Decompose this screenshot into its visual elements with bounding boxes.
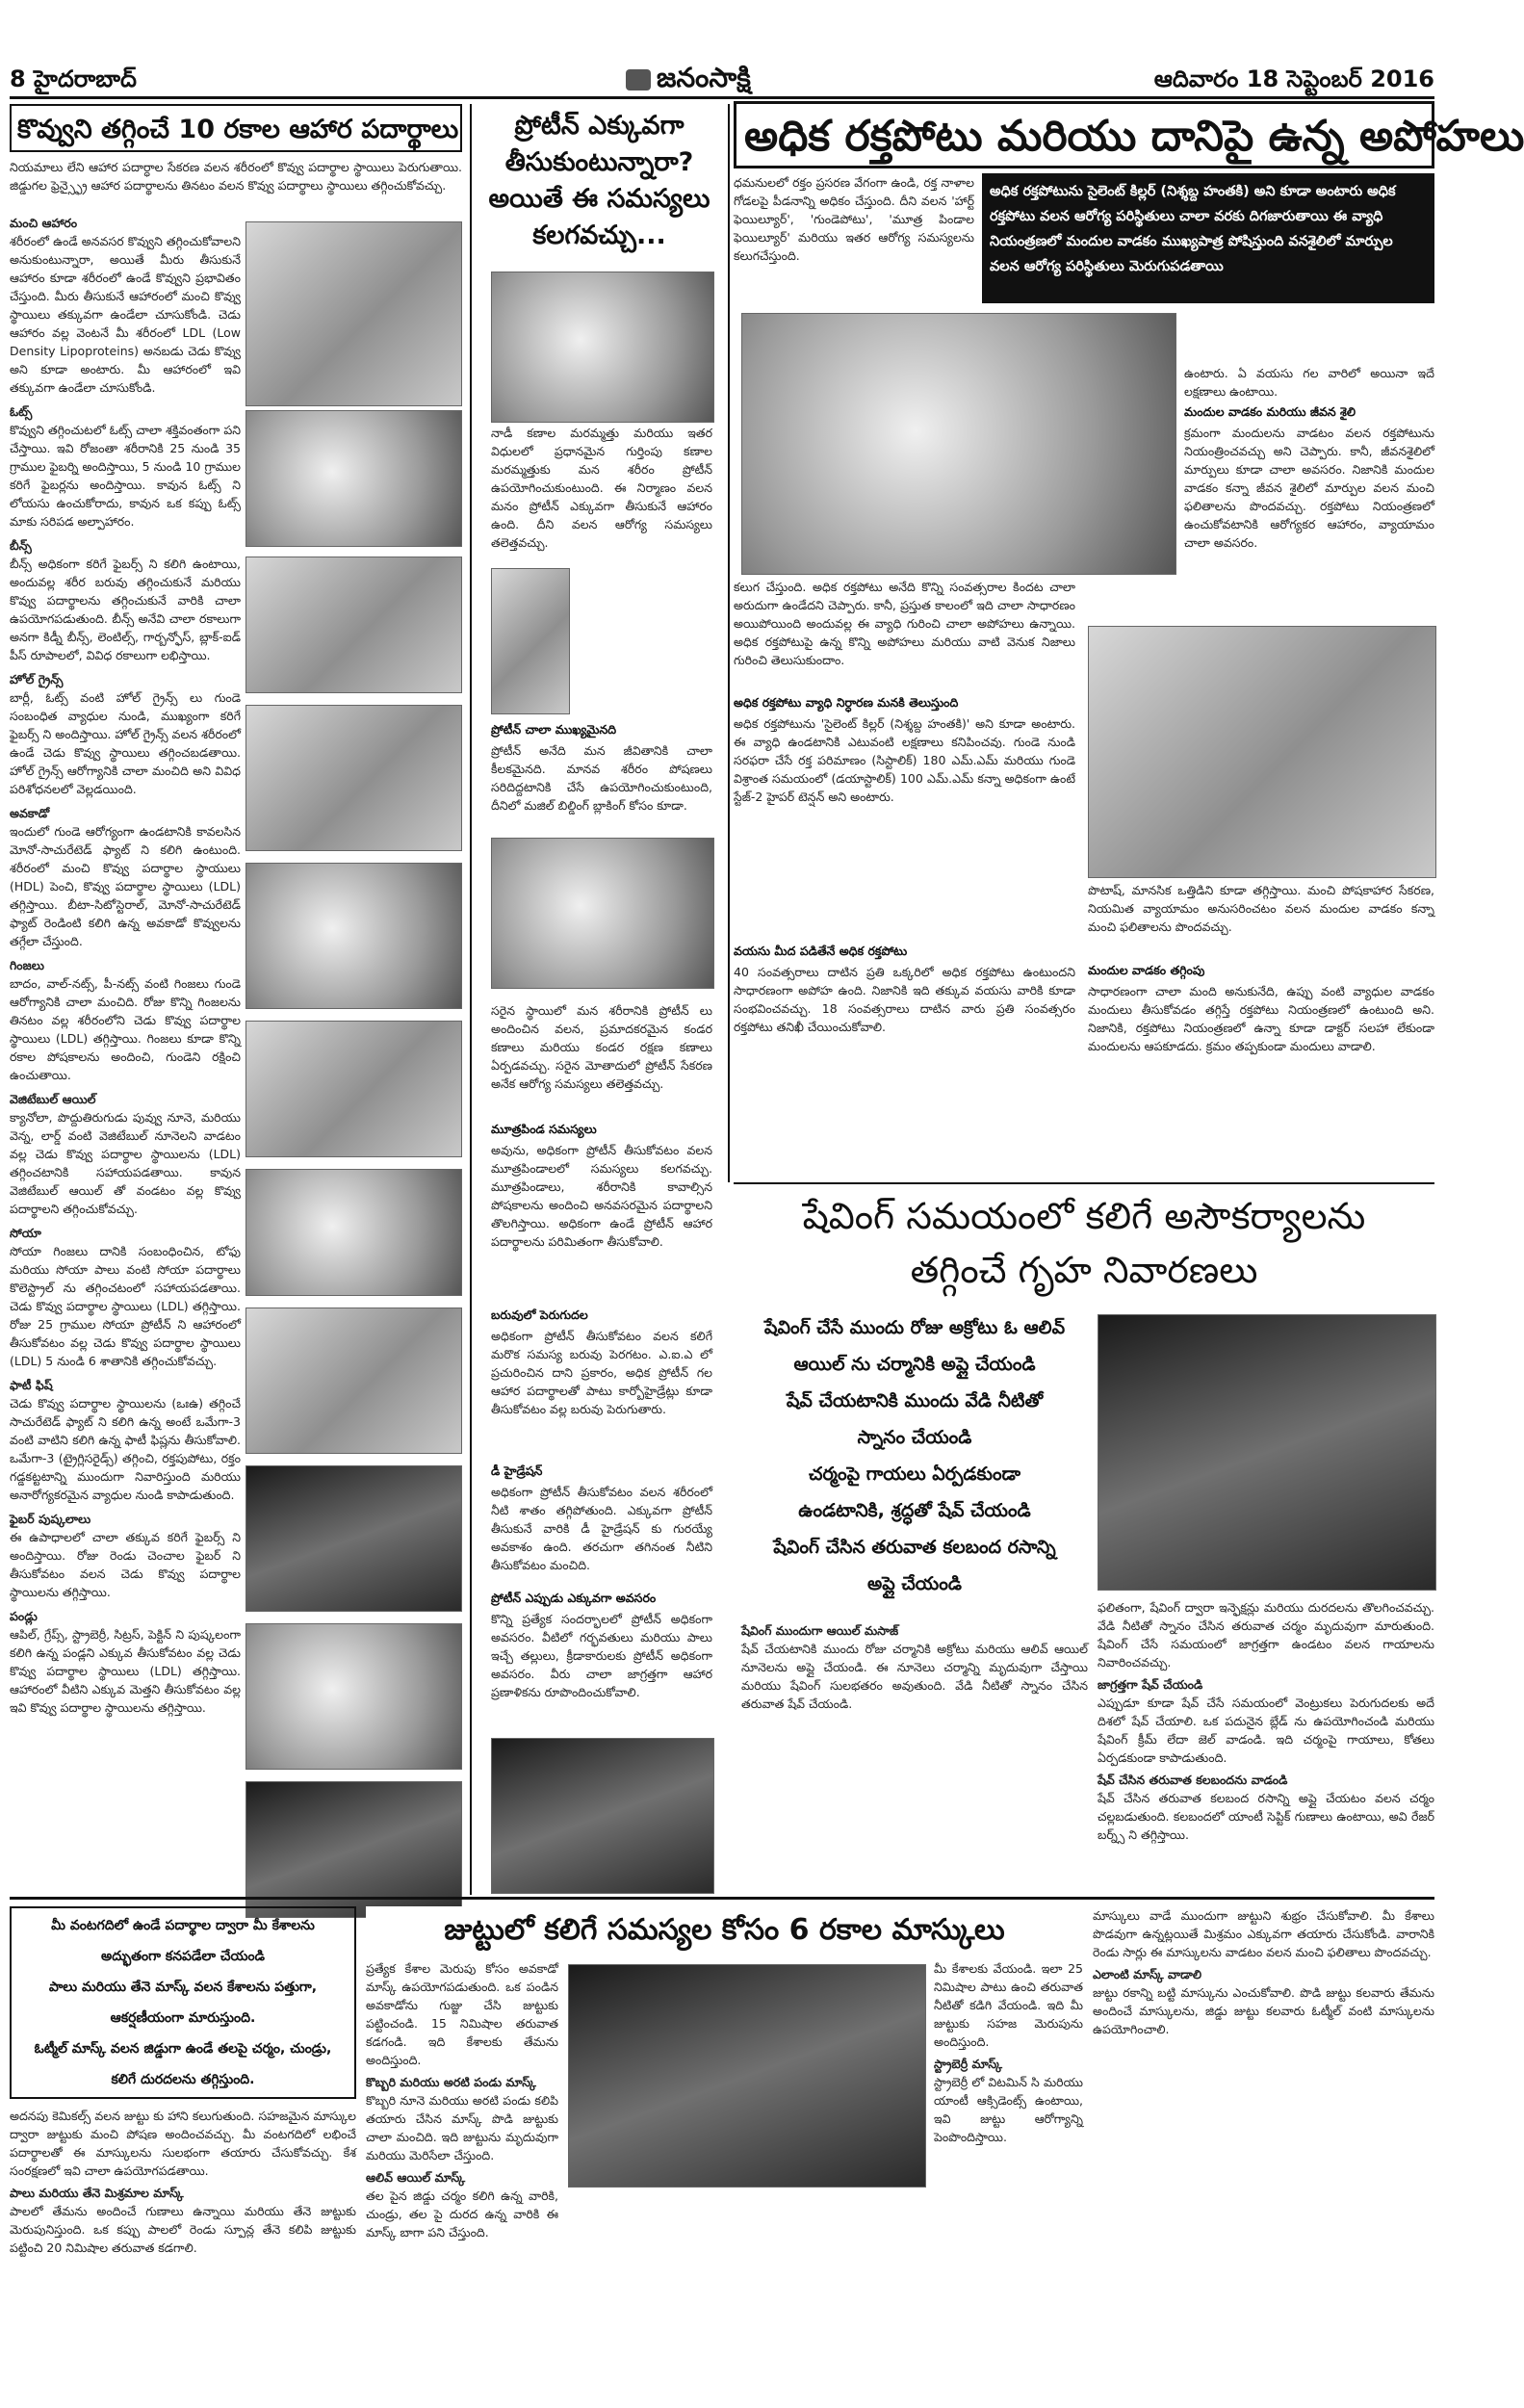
protein-article-title [477, 108, 722, 254]
hair-far-body2: జుట్టు రకాన్ని బట్టి మాస్కును ఎంచుకోవాలి. పొడి జుట్టు కలవారు తేమను అందించే మాస్కులను, జిడ్డు జుట్టు కలవారు ఓట్మీల్ వంటి మాస్కులను ఉపయోగించాలి. [1093, 1985, 1434, 2036]
section-heading: బీన్స్ [10, 538, 32, 553]
shaving-tips [741, 1309, 1088, 1602]
section-text: ఇందులో గుండె ఆరోగ్యంగా ఉండటానికి కావలసిన మోనో-సాచురేటెడ్ ఫ్యాట్ ని కలిగి ఉంటుంది. శరీరంలో మంచి కొవ్వు పదార్థాల స్థాయులు (HDL) పెంచి, కొవ్వు పదార్థాల స్థాయిలు (LDL) తగ్గిస్తాయి. బీటా-సిటోస్టెరాల్, మోనో-సాచురేటెడ్ ఫ్యాట్ రెండింటి కలిగి ఉన్న అవకాడో కొవ్వులను తగ్గేలా చేస్తుంది. [10, 824, 241, 948]
section-text: బీన్స్ అధికంగా కరిగే ఫైబర్స్ ని కలిగి ఉంటాయి, అందువల్ల శరీర బరువు తగ్గించుకునే మరియు కొవ్వు పదార్థాలను తగ్గించుకునే వారికి చాలా ఉపయోగపడుతుంది. బీన్స్ అనేవి చాలా రకాలుగా అనగా కిడ్నీ బీన్స్, లెంటిల్స్, గార్బన్ఫోస్, బ్లాక్-ఐడ్ పీస్ రూపాలలో, వివిధ రకాలుగా లభిస్తాయి. [10, 557, 241, 662]
protein-text6: కొన్ని ప్రత్యేక సందర్భాలలో ప్రోటీన్ అధికంగా అవసరం. వీటిలో గర్భవతులు మరియు పాలు ఇచ్చే తల్లులు, క్రీడాకారులకు ప్రోటీన్ అధికంగా అవసరం. వీరు చాలా జాగ్రత్తగా ఆహార ప్రణాళికను రూపొందించుకోవాలి. [491, 1612, 712, 1699]
shaving-sub1: జాగ్రత్తగా షేవ్ చేయండి [1098, 1677, 1203, 1692]
left-article-section [10, 1376, 241, 1504]
shaving-tip: స్నానం చేయండి [857, 1427, 972, 1448]
hair-mid-sub: కొబ్బరి మరియు అరటి పండు మాస్క్ [366, 2075, 536, 2089]
protein-text2: సరైన స్థాయిలో మన శరీరానికి ప్రోటీన్ లు అందించిన వలన, ప్రమాదకరమైన కండర కణాలు మరియు కండర రక్షణ కణాలు ఏర్పడవచ్చు. సరైన మోతాదులో ప్రోటీన్ సేకరణ అనేక ఆరోగ్య సమస్యలు తలెత్తవచ్చు. [491, 1003, 712, 1091]
bp-right1: ఉంటారు. ఏ వయసు గల వారిలో అయినా ఇదే లక్షణాలు ఉంటాయి. [1184, 366, 1434, 399]
hair-box-line: కలిగే దురదలను తగ్గిస్తుంది. [111, 2072, 255, 2087]
section-heading: గింజలు [10, 958, 44, 972]
hair-far-body: మాస్కులు వాడే ముందుగా జుట్టుని శుభ్రం చేసుకోవాలి. మీ కేశాలు పొడవుగా ఉన్నట్లయితే మిశ్రమం ఎక్కువగా తయారు చేసుకోండి. వారానికి రెండు సార్లు ఈ మాస్కులను వాడటం వలన మంచి ఫలితాలు పొందవచ్చు. [1093, 1908, 1434, 1959]
protein-sub4: డీ హైడ్రేషన్ [491, 1463, 543, 1478]
bp-body1: కలుగ చేస్తుంది. అధిక రక్తపోటు అనేది కొన్ని సంవత్సరాల కిందట చాలా అరుదుగా ఉండేదని చెప్పారు. కానీ, ప్రస్తుత కాలంలో ఇది చాలా సాధారణం అయిపోయింది అందువల్ల ఈ వ్యాధి గురించి చాలా అపోహలు ఉన్నాయి. అధిక రక్తపోటుపై ఉన్న కొన్ని అపోహలు మరియు వాటి వెనుక నిజాలు గురించి తెలుసుకుందాం. [734, 580, 1075, 667]
protein-text5: అధికంగా ప్రోటీన్ తీసుకోవటం వలన శరీరంలో నీటి శాతం తగ్గిపోతుంది. ఎక్కువగా ప్రోటీన్ తీసుకునే వారికి డీ హైడ్రేషన్ కు గురయ్యే అవకాశం ఉంది. తరచుగా తగినంత నీటిని తీసుకోవటం మంచిది. [491, 1485, 712, 1572]
hair-box-line: మీ వంటగదిలో ఉండే పదార్థాల ద్వారా మీ కేశాలను [51, 1918, 315, 1933]
hair-tip-box [10, 1906, 356, 2099]
protein-sub2: మూత్రపిండ సమస్యలు [491, 1122, 597, 1136]
section-divider [734, 1182, 1434, 1184]
left-article-section [10, 1510, 241, 1601]
hair-far-sub: ఎలాంటి మాస్క్ వాడాలి [1093, 1967, 1202, 1981]
protein-text4: అధికంగా ప్రోటీన్ తీసుకోవటం వలన కలిగే మరొక సమస్య బరువు పెరగటం. ఎ.ఐ.ఎ లో ప్రచురించిన దాని ప్రకారం, అధిక ప్రోటీన్ గల ఆహార పదార్థాలతో పాటు కార్బోహైడ్రేట్లు కూడా తీసుకోవటం వల్ల బరువు పెరుగుతారు. [491, 1329, 712, 1416]
protein-text3: అవును, అధికంగా ప్రోటీన్ తీసుకోవటం వలన మూత్రపిండాలలో సమస్యలు కలగవచ్చు. మూత్రపిండాలు, శరీరానికి కావాల్సిన పోషకాలను అందించి అనవసరమైన పదార్థాలని తొలగిస్తాయి. అధికంగా ఉండే ప్రోటీన్ ఆహార పదార్థాలను పరిమితంగా తీసుకోవాలి. [491, 1143, 712, 1249]
beans-photo [245, 557, 462, 693]
shaving-body4: షేవ్ చేయటానికి ముందు రోజు చర్మానికి అక్రోటు మరియు ఆలివ్ ఆయిల్ నూనెలను అప్లై చేయండి. ఈ నూనెలు చర్మాన్ని మృదువుగా చేస్తాయి మరియు షేవింగ్ సులభతరం అవుతుంది. వేడి నీటితో స్నానం చేసిన తరువాత షేవ్ చేయండి. [741, 1642, 1088, 1711]
nuts-photo [245, 1021, 462, 1157]
shaving-tip: అప్లై చేయండి [867, 1573, 962, 1594]
bp-body2: అధిక రక్తపోటును 'సైలెంట్ కిల్లర్ (నిశ్శబ్ద హంతకి)' అని కూడా అంటారు. ఈ వ్యాధి ఉండటానికి ఎటువంటి లక్షణాలు కనిపించవు. గుండె నుండి సరఫరా చేసే రక్త పరిమాణం (సిస్టాలిక్) 180 ఎమ్.ఎమ్ మరియు గుండె విశ్రాంత సమయంలో (డయాస్టాలిక్) 100 ఎమ్.ఎమ్ కన్నా అధికంగా ఉంటే స్టేజ్-2 హైపర్ టెన్షన్ అని అంటారు. [734, 716, 1075, 804]
protein-title-line: ప్రోటీన్ ఎక్కువగా [514, 111, 685, 141]
hair-woman-photo [568, 1964, 926, 2188]
shaving-sub3: షేవింగ్ ముందుగా ఆయిల్ మసాజ్ [741, 1623, 899, 1638]
protein-title-line: తీసుకుంటున్నారా? [504, 147, 694, 177]
bp-highlight-box: అధిక రక్తపోటును సైలెంట్ కిల్లర్ (నిశ్శబ్ద హంతకి) అని కూడా అంటారు అధిక రక్తపోటు వలన ఆరోగ్య పరిస్థితులు చాలా వరకు దిగజారుతాయి ఈ వ్యాధి నియంత్రణలో మందుల వాడకం ముఖ్యపాత్ర పోషిస్తుంది వనశైలిలో మార్పుల వలన ఆరోగ్య పరిస్థితులు మెరుగుపడతాయి [982, 173, 1434, 303]
left-article-section [10, 670, 241, 798]
left-article-section [10, 956, 241, 1084]
section-heading: ఫాటీ ఫిష్ [10, 1378, 53, 1392]
left-article-column [10, 210, 241, 1895]
hair-box-line: ఓట్మీల్ మాస్క్ వలన జిడ్డుగా ఉండే తలపై చర్మం, చుండ్రు, [34, 2041, 332, 2057]
hair-right-sub: స్ట్రాబెర్రీ మాస్క్ [934, 2057, 1003, 2071]
newspaper-logo [626, 62, 751, 100]
shaving-body-right [1098, 1598, 1434, 1887]
left-article-section [10, 536, 241, 664]
hair-box-line: అద్భుతంగా కనపడేలా చేయండి [101, 1949, 265, 1964]
spoons-photo [245, 1623, 462, 1770]
shaving-man-photo [1098, 1314, 1436, 1591]
hair-far-text [1093, 1906, 1434, 2397]
hair-right-text [934, 1959, 1083, 2397]
bp-sub3: మందుల వాడకం మరియు జీవన శైలి [1184, 404, 1356, 419]
section-heading: సోయా [10, 1226, 41, 1240]
hair-left-body2: పాలలో తేమను అందించే గుణాలు ఉన్నాయి మరియు తేనె జుట్టుకు మెరుపునిస్తుంది. ఒక కప్పు పాలలో రెండు స్పూన్ల తేనె కలిపి జుట్టుకు పట్టించి 20 నిమిషాల తరువాత కడగాలి. [10, 2204, 356, 2255]
shaving-title-line: తగ్గించే గృహ నివారణలు [910, 1249, 1258, 1291]
protein-sub5: ప్రోటీన్ ఎప్పుడు ఎక్కువగా అవసరం [491, 1591, 657, 1605]
hair-box-line: ఆకర్షణీయంగా మారుస్తుంది. [110, 2010, 256, 2026]
avocado-photo [245, 863, 462, 1009]
section-text: సోయా గింజలు దానికి సంబంధించిన, టోఫు మరియు సోయా పాలు వంటి సోయా పదార్థాలు కొలెస్ట్రాల్ ను తగ్గించటంలో సహాయపడతాయి. చెడు కొవ్వు పదార్థాల స్థాయిలు (LDL) తగ్గిస్తాయి. రోజు 25 గ్రాముల సోయా ప్రోటీన్ ని ఆహారంలో తీసుకోవటం వల్ల చెడు కొవ్వు పదార్థాల స్థాయిలు (LDL) 5 నుండి 6 శాతానికి తగ్గించుకోవచ్చు. [10, 1244, 241, 1368]
hair-left-sub: పాలు మరియు తేనె మిశ్రమాల మాస్క్ [10, 2186, 184, 2200]
issue-date: ఆదివారం 18 సెప్టెంబర్ 2016 [1153, 65, 1434, 92]
hair-mid-body2: కొబ్బరి నూనె మరియు అరటి పండు కలిపి తయారు చేసిన మాస్క్ పొడి జుట్టుకు చాలా మంచిది. ఇది జుట్టును మృదువుగా మరియు మెరిసేలా చేస్తుంది. [366, 2093, 558, 2162]
belly-photo [491, 568, 570, 714]
protein-intro: నాడీ కణాల మరమ్మత్తు మరియు ఇతర విధులలో ప్రధానమైన గుర్తింపు కణాల మరమ్మత్తుకు మన శరీరం ప్రోటీన్ ఉపయోగించుకుంటుంది. ఈ నిర్మాణం వలన మనం ప్రోటీన్ ఎక్కువగా తీసుకునే ఆహారం ఉంది. దీని వలన ఆరోగ్య సమస్యలు తలెత్తవచ్చు. [491, 426, 712, 550]
hair-left-text [10, 2107, 356, 2395]
section-heading: ఓట్స్ [10, 404, 33, 419]
bp-body3: 40 సంవత్సరాలు దాటిన ప్రతి ఒక్కరిలో అధిక రక్తపోటు ఉంటుందని సాధారణంగా అపోహ ఉంది. నిజానికి ఇది తక్కువ వయసు వారికి కూడా సంభవించవచ్చు. 18 సంవత్సరాలు దాటిన వారు ప్రతి సంవత్సరం రక్తపోటు తనిఖీ చేయించుకోవాలి. [734, 965, 1075, 1034]
column-divider [728, 104, 730, 1182]
left-article-section [10, 214, 241, 397]
bp-sub2: వయసు మీద పడితేనే అధిక రక్తపోటు [734, 944, 908, 958]
section-text: శరీరంలో ఉండే అనవసర కొవ్వుని తగ్గించుకోవాలని అనుకుంటున్నారా, అయితే మీరు తీసుకునే ఆహారం కూడా శరీరంలో ఉండే కొవ్వుని ప్రభావితం చేస్తుంది. మీరు తీసుకునే ఆహారంలో మంచి కొవ్వు స్థాయిలు తక్కువగా ఉండేలా చూసుకోండి. చెడు ఆహారం వల్ల వెంటనే మీ శరీరంలో LDL (Low Density Lipoproteins) అనబడు చెడు కొవ్వు అని కూడా అంటారు. మీ ఆహారంలో ఇవి తక్కువగా ఉండేలా చూసుకోండి. [10, 234, 241, 395]
shaving-tip: ఆయిల్ ను చర్మానికి అప్లై చేయండి [793, 1354, 1036, 1375]
left-article-photos [245, 221, 462, 1918]
left-article-section [10, 804, 241, 950]
scale-photo [491, 838, 714, 989]
section-heading: పండ్లు [10, 1609, 38, 1623]
section-heading: ఫైబర్ పుష్కలాలు [10, 1512, 91, 1526]
page-header [10, 58, 1434, 99]
bp-lead: ధమనులలో రక్తం ప్రసరణ వేగంగా ఉండి, రక్త నాళాల గోడలపై పీడనాన్ని అధికం చేస్తుంది. దీని వలన 'హార్ట్ ఫెయిల్యూర్', 'గుండెపోటు', 'మూత్ర పిండాల ఫెయిల్యూర్' మరియు ఇతర ఆరోగ్య సమస్యలను కలుగచేస్తుంది. [734, 175, 974, 263]
oats-photo [245, 410, 462, 547]
left-article-section [10, 1607, 241, 1717]
shaving-tip: షేవింగ్ చేసిన తరువాత కలబంద రసాన్ని [773, 1537, 1056, 1558]
protein-title-line: అయితే ఈ సమస్యలు [488, 184, 710, 214]
bp-sub4: మందుల వాడకం తగ్గింపు [1088, 963, 1205, 977]
hair-mid-sub2: ఆలివ్ ఆయిల్ మాస్క్ [366, 2170, 466, 2185]
bp-monitor-photo [741, 313, 1176, 575]
bp-sub1: అధిక రక్తపోటు వ్యాధి నిర్ధారణ మనకి తెలుస్తుంది [734, 695, 959, 710]
hair-right-body2: స్ట్రాబెర్రీ లో విటమిన్ సి మరియు యాంటీ ఆక్సిడెంట్స్ ఉంటాయి, ఇవి జుట్టు ఆరోగ్యాన్ని పెంపొందిస్తాయి. [934, 2075, 1083, 2144]
left-article-section [10, 1090, 241, 1218]
hair-mid-body: ప్రత్యేక కేశాల మెరుపు కోసం అవకాడో మాస్క్ ఉపయోగపడుతుంది. ఒక పండిన అవకాడోను గుజ్జు చేసి జుట్టుకు పట్టించండి. 15 నిమిషాల తరువాత కడగండి. ఇది కేశాలకు తేమను అందిస్తుంది. [366, 1961, 558, 2067]
soy-photo [245, 1308, 462, 1454]
page-number-city: 8 హైదరాబాద్ [10, 65, 137, 92]
hair-mid-text [366, 1959, 558, 2397]
shaving-article-title [734, 1189, 1434, 1297]
section-divider [10, 1897, 1434, 1900]
shaving-tip: ఉండటానికి, శ్రద్ధతో షేవ్ చేయండి [798, 1500, 1031, 1521]
hair-mid-body3: తల పైన జిడ్డు చర్మం కలిగి ఉన్న వారికి, చుండ్రు, తల పై దురద ఉన్న వారికి ఈ మాస్క్ బాగా పని చేస్తుంది. [366, 2188, 558, 2240]
protein-sub3: బరువులో పెరుగుదల [491, 1308, 588, 1322]
section-text: ఆపిల్, గ్రేప్స్, స్ట్రాబెర్రీ, సిట్రస్, పెక్టిన్ ని పుష్కలంగా కలిగి ఉన్న పండ్లని ఎక్కువ తీసుకోవటం వల్ల చెడు కొవ్వు పదార్థాల స్థాయిలు (LDL) తగ్గిస్తాయి. ఆహారంలో వీటిని ఎక్కువ మెత్తని తీసుకోవటం వల్ల ఇవి కొవ్వు పదార్థాల స్థాయిలను తగ్గిస్తాయి. [10, 1627, 241, 1715]
fish-photo [245, 1465, 462, 1612]
section-text: ఈ ఉపాధాలలో చాలా తక్కువ కరిగే ఫైబర్స్ ని అందిస్తాయి. రోజు రెండు చెంచాల ఫైబర్ ని తీసుకోవటం వలన చెడు కొవ్వు పదార్థాల స్థాయిలను తగ్గిస్తాయి. [10, 1530, 241, 1599]
shaving-tip: షేవింగ్ చేసే ముందు రోజు అక్రోటు ఓ ఆలివ్ [763, 1317, 1066, 1338]
left-article-title: కొవ్వుని తగ్గించే 10 రకాల ఆహార పదార్థాలు [10, 104, 462, 152]
hair-left-body: అదనపు కెమికల్స్ వలన జుట్టు కు హాని కలుగుతుంది. సహజమైన మాస్కుల ద్వారా జుట్టుకు మంచి పోషణ అందించవచ్చు. మీ వంటగదిలో లభించే పదార్థాలతో ఈ మాస్కులను సులభంగా తయారు చేసుకోవచ్చు. కేశ సంరక్షణలో ఇవి చాలా ఉపయోగపడతాయి. [10, 2109, 356, 2178]
left-article-section [10, 402, 241, 531]
section-heading: హోల్ గ్రైన్స్ [10, 672, 64, 686]
hair-right-body: మీ కేశాలకు వేయండి. ఇలా 25 నిమిషాల పాటు ఉంచి తరువాత నీటితో కడిగి వేయండి. ఇది మీ జుట్టుకు సహజ మెరుపును అందిస్తుంది. [934, 1961, 1083, 2049]
protein-sub1: ప్రోటీన్ చాలా ముఖ్యమైనది [491, 722, 617, 737]
stretching-woman-photo [1088, 626, 1436, 878]
bp-right3: పొటాష్, మానసిక ఒత్తిడిని కూడా తగ్గిస్తాయి. మంచి పోషకాహార సేకరణ, నియమిత వ్యాయామం అనుసరించటం వలన మందుల వాడకం కన్నా మంచి ఫలితాలను పొందవచ్చు. [1088, 883, 1434, 934]
section-heading: అవకాడో [10, 806, 50, 820]
section-heading: మంచి ఆహారం [10, 216, 78, 230]
oil-photo [245, 1169, 462, 1296]
left-article-section [10, 1224, 241, 1370]
section-heading: వెజిటేబుల్ ఆయిల్ [10, 1092, 96, 1106]
shaving-body-left [741, 1618, 1088, 1887]
shaving-title-line: షేవింగ్ సమయంలో కలిగే అసౌకర్యాలను [802, 1195, 1366, 1237]
bp-article-title: అధిక రక్తపోటు మరియు దానిపై ఉన్న అపోహలు [734, 101, 1434, 168]
whole-grain-bread-photo [245, 705, 462, 851]
section-text: బార్లీ, ఓట్స్ వంటి హోల్ గ్రైన్స్ లు గుండె సంబంధిత వ్యాధుల నుండి, ముఖ్యంగా కరిగే ఫైబర్స్ ని అందిస్తాయి. హోల్ గ్రైన్స్ వలన శరీరంలో ఉండే చెడు కొవ్వు స్థాయిలు తగ్గించబడతాయి. హోల్ గ్రైన్స్ ఆరోగ్యానికి చాలా మంచిది అని వివిధ పరిశోధనలలో వెల్లడయింది. [10, 690, 241, 796]
hair-box-line: పాలు మరియు తేనె మాస్క్ వలన కేశాలను పత్తుగా, [48, 1980, 318, 1995]
column-divider [470, 104, 472, 1895]
bp-right2: క్రమంగా మందులను వాడటం వలన రక్తపోటును నియంత్రించవచ్చు అని చెప్పారు. కానీ, జీవనశైలిలో మార్పులు కూడా చాలా అవసరం. నిజానికి మందుల వాడకం కన్నా జీవన శైలిలో మార్పుల వలన మంచి ఫలితాలను పొందవచ్చు. రక్తపోటు నియంత్రణలో ఉంచుకోవటానికి ఆరోగ్యకర ఆహారం, వ్యాయామం చాలా అవసరం. [1184, 426, 1434, 550]
section-text: క్యానోలా, పొద్దుతిరుగుడు పువ్వు నూనె, మరియు వెన్న, లార్డ్ వంటి వెజిటేబుల్ నూనెలని వాడటం వల్ల చెడు కొవ్వు పదార్థాల స్థాయిలను (LDL) తగ్గించటానికి సహాయపడతాయి. కావున వెజిటేబుల్ ఆయిల్ తో వండటం వల్ల కొవ్వు పదార్థాలని తగ్గించుకోవచ్చు. [10, 1110, 241, 1216]
left-article-intro: నియమాలు లేని ఆహార పదార్ధాల సేకరణ వలన శరీరంలో కొవ్వు పదార్థాల స్థాయిలు పెరుగుతాయి. జిడ్డుగల ఫ్రెన్స్ఫ్రై ఆహార పదార్థాలను తినటం వలన కొవ్వు పదార్థాలు స్థాయిలు తగ్గించుకోవచ్చు. [10, 160, 462, 193]
section-text: చెడు కొవ్వు పదార్థాల స్థాయిలను (ఒఃఉ) తగ్గించే సాచురేటెడ్ ఫ్యాట్ ని కలిగి ఉన్న అంటే ఒమేగా-3 వంటి వాటిని కలిగి ఉన్న ఫాటీ ఫిష్లను తీసుకోవాలి. ఒమేగా-3 (ట్రైగ్లిసరైడ్స్) తగ్గించి, రక్తపుపోటు, రక్తం గడ్డకట్టటాన్ని ముందుగా నివారిస్తుంది మరియు అనారోగ్యకరమైన వ్యాధుల నుండి కాపాడుతుంది. [10, 1396, 241, 1502]
protein-text1: ప్రోటీన్ అనేది మన జీవితానికి చాలా కీలకమైనది. మానవ శరీరం పోషణలు సరిదిద్దటానికి చేసే ఉపయోగించుకుంటుంది, దీనిలో మజిల్ బిల్డింగ్ బ్లాకింగ్ కోసం కూడా. [491, 743, 712, 813]
protein-title-line: కలగవచ్చు... [532, 220, 666, 250]
shaving-body3: షేవ్ చేసిన తరువాత కలబంద రసాన్ని అప్లై చేయటం వలన చర్మం చల్లబడుతుంది. కలబందలో యాంటీ సెప్టిక్ గుణాలు ఉంటాయి, అవి రేజర్ బర్న్స్ ని తగ్గిస్తాయి. [1098, 1791, 1434, 1842]
shaving-sub2: షేవ్ చేసిన తరువాత కలబందను వాడండి [1098, 1773, 1288, 1787]
logo-text: జనంసాక్షి [657, 62, 751, 93]
section-text: బాదం, వాల్-నట్స్, పీ-నట్స్ వంటి గింజలు గుండె ఆరోగ్యానికి చాలా మంచిది. రోజు కొన్ని గింజలను తినటం వల్ల శరీరంలోని చెడు కొవ్వు పదార్థాల స్థాయిలు (LDL) తగ్గిస్తాయి. గింజలు కూడా కొన్ని రకాల పోషకాలను అందించి, గుండెని రక్షించి ఉంచుతాయి. [10, 976, 241, 1082]
dairy-photo [491, 272, 714, 423]
hair-article-title: జుట్టులో కలిగే సమస్యల కోసం 6 రకాల మాస్కులు [366, 1906, 1083, 1955]
shaving-body2: ఎప్పుడూ కూడా షేవ్ చేసే సమయంలో వెంట్రుకలు పెరుగుదలకు అదే దిశలో షేవ్ చేయాలి. ఒక పదునైన బ్లేడ్ ను ఉపయోగించండి మరియు షేవింగ్ క్రీమ్ లేదా జెల్ వాడండి. ఇది చర్మంపై గాయాలు, కోతలు ఏర్పడకుండా కాపాడుతుంది. [1098, 1696, 1434, 1765]
section-text: కొవ్వుని తగ్గించుటలో ఓట్స్ చాలా శక్తివంతంగా పని చేస్తాయి. ఇవి రోజంతా శరీరానికి 25 నుండి 35 గ్రాముల ఫైబర్ని అందిస్తాయి, 5 నుండి 10 గ్రాముల కరిగే ఫైబర్లను అందిస్తాయి. కావున ఓట్స్ ని లోయసు ఉంచుకోరాదు, కావున ఒక కప్పు ఓట్స్ మాకు సరిపడ అల్పాహారం. [10, 423, 241, 529]
glass-photo [491, 1738, 714, 1894]
bp-right4: సాధారణంగా చాలా మంది అనుకునేది, ఉప్పు వంటి వ్యాధుల వాడకం మందులు తీసుకోవడం తగ్గిస్తే రక్తపోటు నియంత్రణలో ఉంటుంది అని. నిజానికి, రక్తపోటు నియంత్రణలో ఉన్నా కూడా డాక్టర్ సలహా లేకుండా మందులను ఆపకూడదు. క్రమం తప్పకుండా మందులు వాడాలి. [1088, 984, 1434, 1053]
bread-photo [245, 221, 462, 406]
logo-icon [626, 69, 651, 91]
shaving-body: ఫలితంగా, షేవింగ్ ద్వారా ఇన్ఫెక్షన్లు మరియు దురదలను తొలగించవచ్చు. వేడి నీటితో స్నానం చేసిన తరువాత చర్మం మృదువుగా మారుతుంది. షేవింగ్ చేసే సమయంలో జాగ్రత్తగా ఉండటం వలన గాయాలను నివారించవచ్చు. [1098, 1600, 1434, 1670]
shaving-tip: చర్మంపై గాయలు ఏర్పడకుండా [809, 1463, 1020, 1485]
shaving-tip: షేవ్ చేయటానికి ముందు వేడి నీటితో [786, 1390, 1044, 1411]
